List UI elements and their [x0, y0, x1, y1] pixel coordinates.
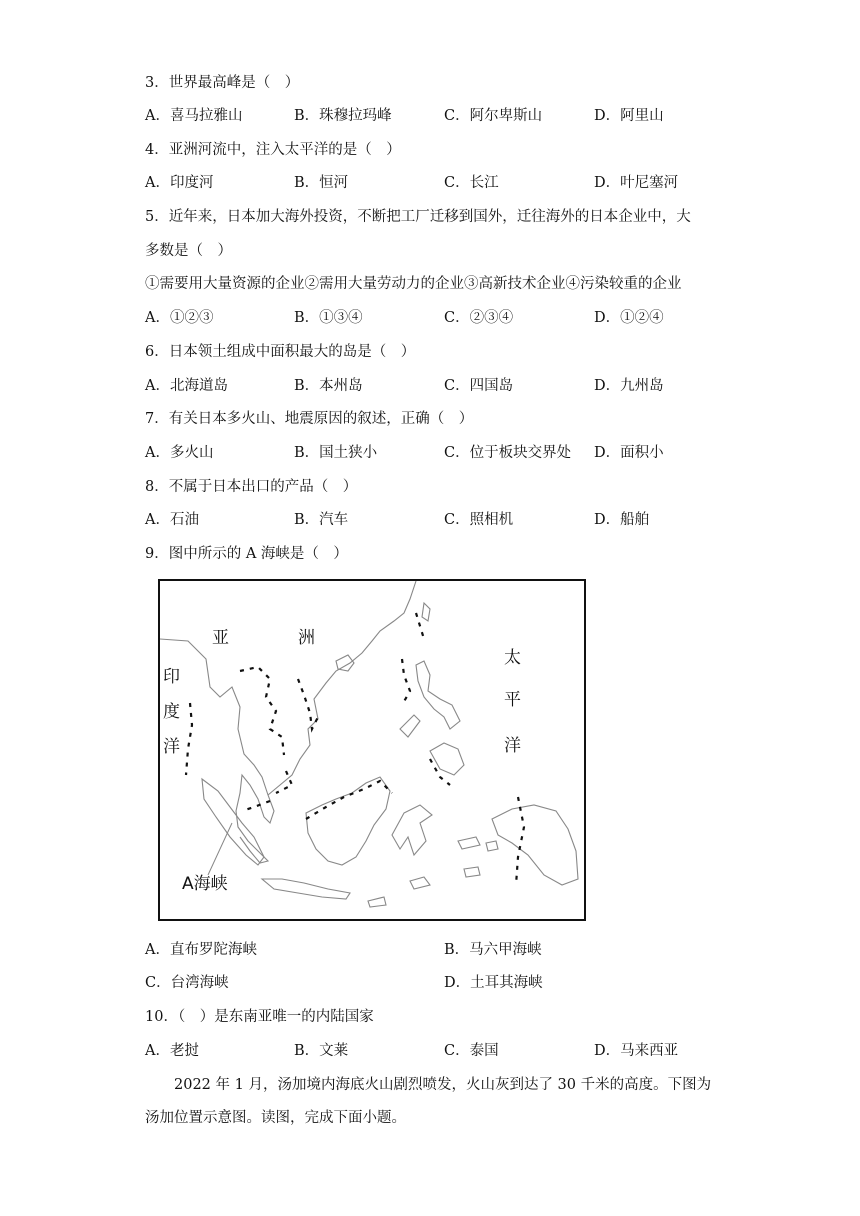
q5-option-a: A．①②③ [145, 310, 214, 326]
q9-option-d: D．土耳其海峡 [444, 975, 543, 991]
q9-option-c: C．台湾海峡 [145, 975, 229, 991]
q8-option-c: C．照相机 [444, 512, 514, 528]
q6-option-c: C．四国岛 [444, 378, 514, 394]
passage-line-1: 2022 年 1 月，汤加境内海底火山剧烈喷发，火山灰到达了 30 千米的高度。下图为 [174, 1077, 712, 1093]
q5-option-b: B．①③④ [294, 310, 363, 326]
q4-option-d: D．叶尼塞河 [594, 175, 679, 191]
q6-option-d: D．九州岛 [594, 378, 664, 394]
q3-option-a: A．喜马拉雅山 [145, 108, 243, 124]
q9-option-b: B．马六甲海峡 [444, 942, 542, 958]
question-5-stem: 5．近年来，日本加大海外投资，不断把工厂迁移到国外，迁往海外的日本企业中，大 [145, 209, 691, 225]
q7-option-b: B．国土狭小 [294, 445, 378, 461]
q5-option-d: D．①②④ [594, 310, 664, 326]
q3-option-b: B．珠穆拉玛峰 [294, 108, 392, 124]
q4-option-b: B．恒河 [294, 175, 349, 191]
q3-option-d: D．阿里山 [594, 108, 664, 124]
label-strait-a: A海峡 [182, 874, 228, 894]
q8-option-a: A．石油 [145, 512, 199, 528]
q7-option-c: C．位于板块交界处 [444, 445, 572, 461]
question-5-note: ①需要用大量资源的企业②需用大量劳动力的企业③高新技术企业④污染较重的企业 [145, 276, 682, 292]
q10-option-d: D．马来西亚 [594, 1043, 679, 1059]
question-3-stem: 3．世界最高峰是（ ） [145, 75, 300, 91]
label-indian-1: 印 [163, 667, 180, 687]
question-5-stem-cont: 多数是（ ） [145, 243, 232, 259]
q10-option-a: A．老挝 [145, 1043, 199, 1059]
q6-option-b: B．本州岛 [294, 378, 363, 394]
southeast-asia-map [158, 579, 586, 921]
label-pacific-3: 洋 [504, 736, 521, 756]
q4-option-c: C．长江 [444, 175, 499, 191]
label-pacific-2: 平 [504, 690, 521, 710]
question-8-stem: 8．不属于日本出口的产品（ ） [145, 479, 358, 495]
q10-option-c: C．泰国 [444, 1043, 499, 1059]
q8-option-d: D．船舶 [594, 512, 650, 528]
q4-option-a: A．印度河 [145, 175, 214, 191]
q10-option-b: B．文莱 [294, 1043, 349, 1059]
question-4-stem: 4．亚洲河流中，注入太平洋的是（ ） [145, 142, 401, 158]
q7-option-a: A．多火山 [145, 445, 214, 461]
question-9-stem: 9．图中所示的 A 海峡是（ ） [145, 546, 348, 562]
q3-option-c: C．阿尔卑斯山 [444, 108, 543, 124]
label-asia-1: 亚 [212, 628, 229, 648]
question-10-stem: 10．（ ）是东南亚唯一的内陆国家 [145, 1009, 374, 1025]
label-indian-3: 洋 [163, 737, 180, 757]
label-indian-2: 度 [163, 702, 180, 722]
label-pacific-1: 太 [504, 648, 521, 668]
q5-option-c: C．②③④ [444, 310, 514, 326]
q6-option-a: A．北海道岛 [145, 378, 228, 394]
label-asia-2: 洲 [298, 628, 315, 648]
passage-line-2: 汤加位置示意图。读图，完成下面小题。 [145, 1110, 406, 1126]
q8-option-b: B．汽车 [294, 512, 349, 528]
question-7-stem: 7．有关日本多火山、地震原因的叙述，正确（ ） [145, 411, 474, 427]
q7-option-d: D．面积小 [594, 445, 664, 461]
question-6-stem: 6．日本领土组成中面积最大的岛是（ ） [145, 344, 416, 360]
q9-option-a: A．直布罗陀海峡 [145, 942, 257, 958]
